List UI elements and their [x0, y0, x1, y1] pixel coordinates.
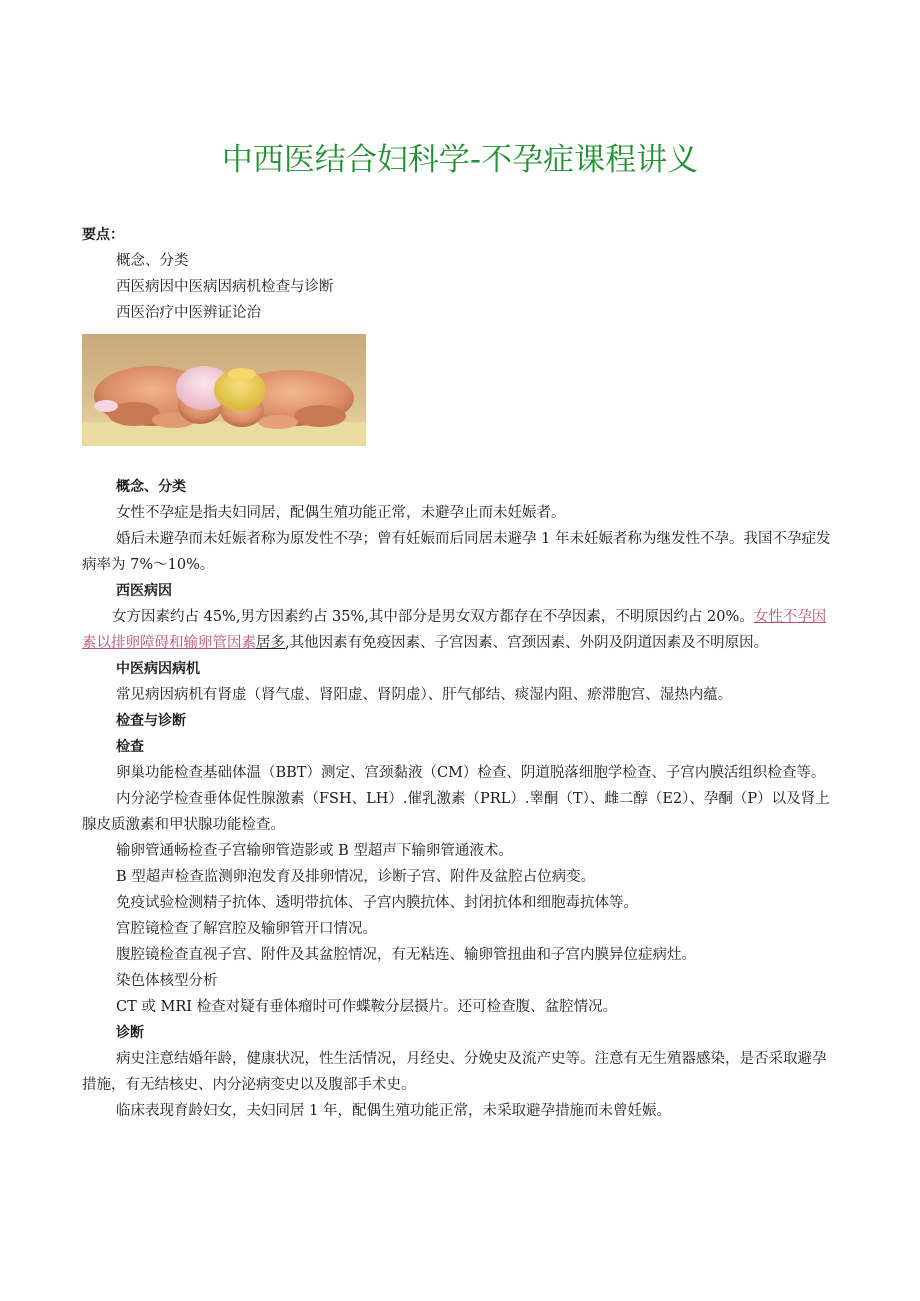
subheading-exam: 检查 [116, 739, 144, 755]
western-cause-highlight: 女性不孕因素以排卵障碍和输卵管因素 [82, 609, 827, 651]
babies-photo [82, 334, 366, 446]
document-body [82, 222, 834, 1124]
exam-item: 腹腔镜检查直视子宫、附件及其盆腔情况，有无粘连、输卵管扭曲和子宫内膜异位症病灶。 [116, 947, 696, 963]
babies-photo-illustration [82, 334, 366, 446]
exam-item: 内分泌学检查垂体促性腺激素（FSH、LH）.催乳激素（PRL）.睾酮（T）、雌二醇（E2）、孕酮（P）以及肾上腺皮质激素和甲状腺功能检查。 [82, 791, 830, 833]
key-point-item: 西医病因中医病因病机检查与诊断 [116, 279, 334, 295]
exam-item: B 型超声检查监测卵泡发育及排卵情况，诊断子宫、附件及盆腔占位病变。 [116, 869, 596, 885]
western-cause-text-a: 女方因素约占 45%,男方因素约占 35%,其中部分是男女双方都存在不孕因素，不明原因约占 20%。 [112, 609, 754, 625]
concept-paragraph-1: 女性不孕症是指夫妇同居，配偶生殖功能正常，未避孕止而未妊娠者。 [116, 505, 566, 521]
western-cause-paragraph [82, 604, 834, 656]
concept-paragraph-2: 婚后未避孕而未妊娠者称为原发性不孕；曾有妊娠而后同居未避孕 1 年未妊娠者称为继发性不孕。我国不孕症发病率为 7%～10%。 [82, 531, 831, 573]
exam-item: 免疫试验检测精子抗体、透明带抗体、子宫内膜抗体、封闭抗体和细胞毒抗体等。 [116, 895, 638, 911]
section-heading-exam-diagnosis: 检查与诊断 [116, 713, 186, 729]
diagnosis-item: 临床表现育龄妇女，夫妇同居 1 年，配偶生殖功能正常，未采取避孕措施而未曾妊娠。 [116, 1103, 671, 1119]
subheading-diagnosis: 诊断 [116, 1025, 144, 1041]
western-cause-underline: 居多 [256, 635, 285, 651]
document-title: 中西医结合妇科学-不孕症课程讲义 [221, 142, 699, 178]
diagnosis-item: 病史注意结婚年龄，健康状况，性生活情况，月经史、分娩史及流产史等。注意有无生殖器感染，是否采取避孕措施，有无结核史、内分泌病变史以及腹部手术史。 [82, 1051, 827, 1093]
exam-item: 卵巢功能检查基础体温（BBT）测定、宫颈黏液（CM）检查、阴道脱落细胞学检查、子宫内膜活组织检查等。 [116, 765, 826, 781]
key-point-item: 概念、分类 [116, 253, 189, 269]
section-heading-western-cause: 西医病因 [116, 583, 172, 599]
key-point-item: 西医治疗中医辨证论治 [116, 305, 261, 321]
western-cause-text-b: ,其他因素有免疫因素、子宫因素、宫颈因素、外阴及阴道因素及不明原因。 [285, 635, 769, 651]
exam-item: 输卵管通畅检查子宫输卵管造影或 B 型超声下输卵管通液术。 [116, 843, 513, 859]
exam-item: 宫腔镜检查了解宫腔及输卵管开口情况。 [116, 921, 377, 937]
section-heading-tcm-cause: 中医病因病机 [116, 661, 200, 677]
tcm-cause-paragraph: 常见病因病机有肾虚（肾气虚、肾阳虚、肾阴虚）、肝气郁结、痰湿内阻、瘀滞胞宫、湿热内蕴。 [116, 687, 733, 703]
section-heading-concept: 概念、分类 [116, 479, 186, 495]
key-points-label: 要点： [82, 227, 124, 243]
exam-item: CT 或 MRI 检查对疑有垂体瘤时可作蝶鞍分层摄片。还可检查腹、盆腔情况。 [116, 999, 618, 1015]
exam-item: 染色体核型分析 [116, 973, 218, 989]
